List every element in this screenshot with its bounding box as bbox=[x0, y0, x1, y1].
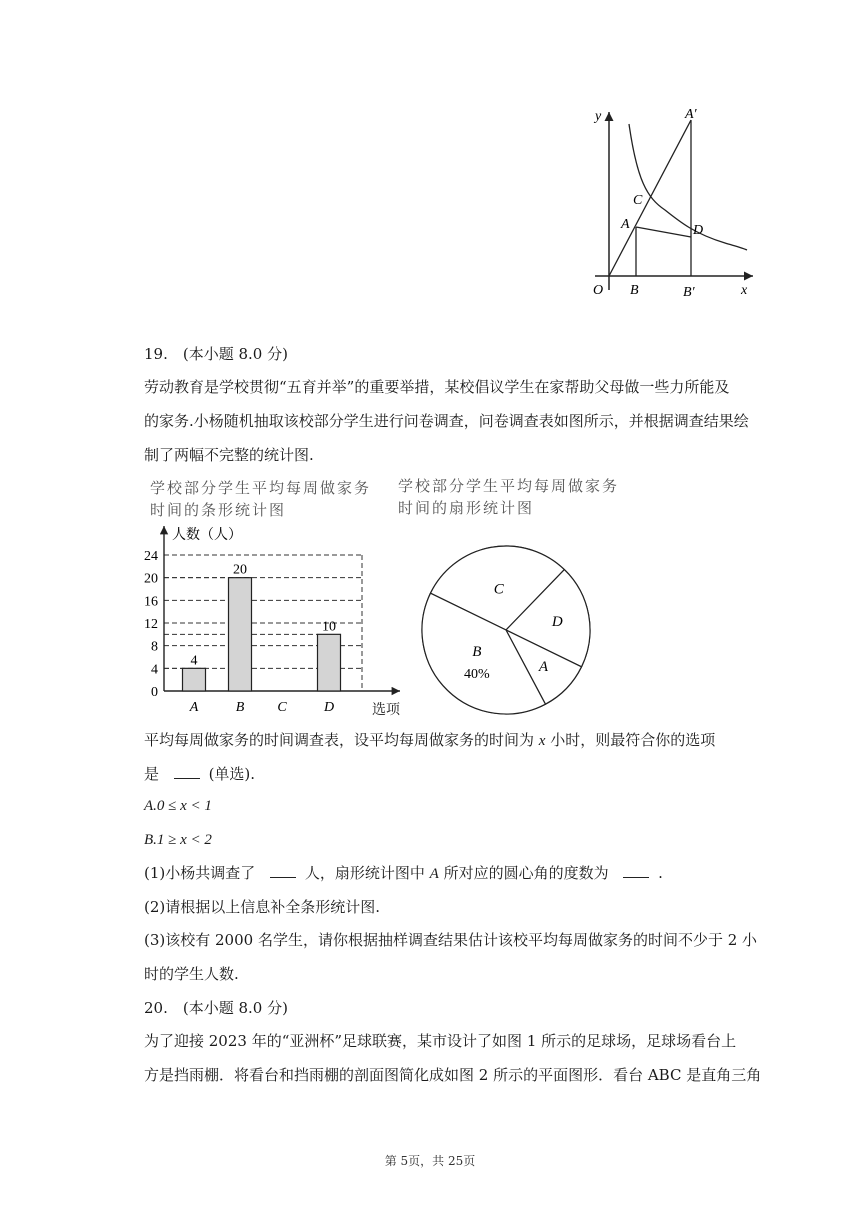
survey-text-c: 是 bbox=[144, 765, 160, 783]
bar-A bbox=[183, 668, 206, 691]
label-C: C bbox=[633, 193, 643, 208]
bar-y-tick-label: 8 bbox=[151, 639, 158, 655]
q19-paragraph-line-2: 的家务.小杨随机抽取该校部分学生进行问卷调查，问卷调查表如图所示，并根据调查结果绘 bbox=[144, 412, 749, 430]
sub1-text-a: (1)小杨共调查了 bbox=[144, 864, 256, 882]
pie-chart bbox=[418, 526, 602, 716]
q20-paragraph-line-2: 方是挡雨棚．将看台和挡雨棚的剖面图简化成如图 2 所示的平面图形．看台 ABC 是直角三角 bbox=[144, 1066, 762, 1084]
bar-D bbox=[318, 634, 341, 691]
q19-paragraph-line-3: 制了两幅不完整的统计图. bbox=[144, 446, 314, 464]
pie-chart-title-line-2: 时间的扇形统计图 bbox=[398, 499, 535, 517]
pie-label-C: C bbox=[493, 581, 504, 598]
pie-percent-label-B: 40% bbox=[463, 667, 490, 683]
bar-y-label: 人数（人） bbox=[172, 528, 242, 543]
label-B-prime: B′ bbox=[683, 285, 695, 300]
q19-header: 19. (本小题 8.0 分) bbox=[144, 345, 288, 363]
answer-blank[interactable] bbox=[174, 764, 200, 779]
bar-y-tick-label: 0 bbox=[151, 685, 158, 700]
q20-paragraph-line-1: 为了迎接 2023 年的“亚洲杯”足球联赛，某市设计了如图 1 所示的足球场，足球场看台上 bbox=[144, 1032, 737, 1050]
survey-text-b: 小时，则最符合你的选项 bbox=[550, 731, 716, 749]
pie-chart-title-line-1: 学校部分学生平均每周做家务 bbox=[398, 477, 620, 495]
sub-question-1 bbox=[144, 863, 663, 884]
hyperbola-curve bbox=[629, 124, 747, 250]
bar-data-label-A: 4 bbox=[190, 653, 198, 669]
bar-y-tick-label: 16 bbox=[144, 594, 158, 610]
option-B: B.1 ≥ x < 2 bbox=[144, 832, 212, 848]
bar-category-label-A: A bbox=[189, 700, 199, 715]
sub-question-2: (2)请根据以上信息补全条形统计图. bbox=[144, 898, 381, 916]
sub1-text-d: . bbox=[658, 864, 663, 882]
label-O: O bbox=[593, 283, 604, 298]
label-y: y bbox=[595, 109, 602, 124]
sub1-text-b: 人，扇形统计图中 bbox=[304, 864, 425, 882]
answer-blank-angle[interactable] bbox=[623, 863, 649, 878]
sub-question-3-line-1: (3)该校有 2000 名学生，请你根据抽样调查结果估计该校平均每周做家务的时间不少于 2 小 bbox=[144, 931, 758, 949]
pie-label-B: B bbox=[472, 644, 482, 661]
bar-y-tick-label: 4 bbox=[151, 662, 158, 678]
sub1-var: A bbox=[429, 866, 439, 882]
option-A: A.0 ≤ x < 1 bbox=[144, 798, 212, 814]
label-B: B bbox=[630, 283, 639, 298]
answer-blank-count[interactable] bbox=[270, 863, 296, 878]
sub1-text-c: 所对应的圆心角的度数为 bbox=[443, 864, 609, 882]
coordinate-figure bbox=[585, 100, 765, 300]
line-OA-prime bbox=[609, 120, 691, 276]
bar-category-label-D: D bbox=[323, 700, 335, 715]
bar-chart-title-line-2: 时间的条形统计图 bbox=[150, 501, 287, 519]
bar-y-tick-label: 24 bbox=[144, 549, 158, 564]
survey-line-1 bbox=[144, 730, 715, 751]
bar-data-label-B: 20 bbox=[233, 562, 247, 578]
page-footer: 第 5页，共 25页 bbox=[384, 1154, 476, 1168]
bar-chart bbox=[140, 520, 410, 720]
survey-variable: x bbox=[538, 733, 546, 749]
label-A-prime: A′ bbox=[685, 107, 697, 122]
pie-label-D: D bbox=[551, 613, 563, 630]
q20-header: 20. (本小题 8.0 分) bbox=[144, 999, 288, 1017]
bar-x-label: 选项 bbox=[372, 702, 400, 718]
pie-label-A: A bbox=[538, 659, 549, 676]
label-A: A bbox=[621, 217, 630, 232]
label-x: x bbox=[741, 283, 748, 298]
bar-chart-title-line-1: 学校部分学生平均每周做家务 bbox=[150, 479, 372, 497]
bar-B bbox=[229, 578, 252, 691]
bar-y-tick-label: 20 bbox=[144, 571, 158, 587]
survey-text-d: (单选). bbox=[208, 765, 256, 783]
segment-AD bbox=[636, 227, 691, 237]
survey-text-a: 平均每周做家务的时间调查表，设平均每周做家务的时间为 bbox=[144, 731, 535, 749]
q19-paragraph-line-1: 劳动教育是学校贯彻“五育并举”的重要举措，某校倡议学生在家帮助父母做一些力所能及 bbox=[144, 378, 730, 396]
bar-category-label-B: B bbox=[235, 700, 245, 715]
bar-category-label-C: C bbox=[277, 700, 287, 715]
bar-y-tick-label: 12 bbox=[144, 617, 158, 632]
survey-line-2 bbox=[144, 764, 255, 784]
sub-question-3-line-2: 时的学生人数. bbox=[144, 965, 239, 983]
label-D: D bbox=[693, 223, 704, 238]
bar-data-label-D: 10 bbox=[322, 619, 336, 635]
